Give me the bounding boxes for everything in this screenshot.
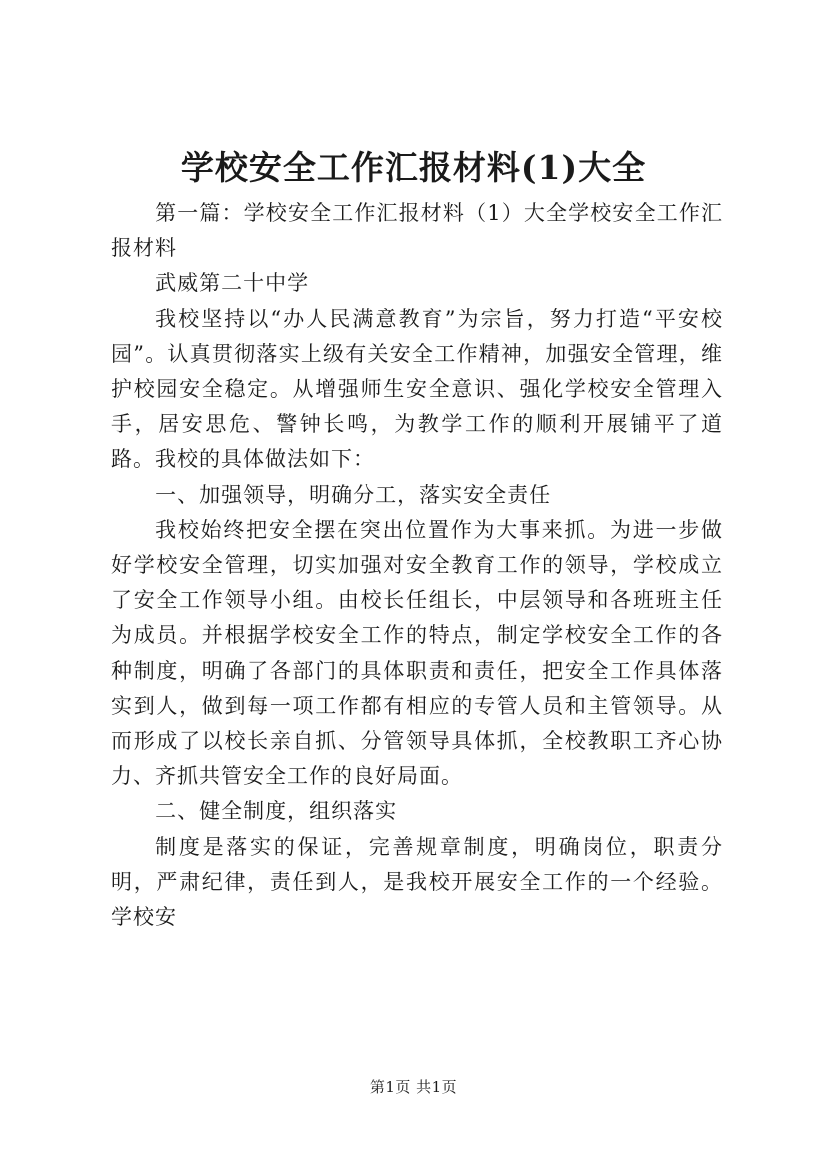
paragraph-section-1: 我校始终把安全摆在突出位置作为大事来抓。为进一步做好学校安全管理，切实加强对安全教育工作的领导，学校成立了安全工作领导小组。由校长任组长，中层领导和各班班主任为成员。并根据学校安全工作的特点，制定学校安全工作的各种制度，明确了各部门的具体职责和责任，把安全工作具体落实到人，做到每一项工作都有相应的专管人员和主管领导。从而形成了以校长亲自抓、分管领导具体抓，全校教职工齐心协力、齐抓共管安全工作的良好局面。 — [111, 517, 723, 789]
paragraph-intro: 第一篇：学校安全工作汇报材料（1）大全学校安全工作汇报材料 — [111, 201, 723, 261]
section-heading-2: 二、健全制度，组织落实 — [155, 799, 398, 824]
paragraph-school-name: 武威第二十中学 — [155, 271, 310, 296]
section-heading-1: 一、加强领导，明确分工，落实安全责任 — [155, 482, 552, 507]
document-body — [111, 196, 723, 935]
page-footer: 第1页 共1页 — [369, 1078, 458, 1096]
paragraph-overview: 我校坚持以“办人民满意教育”为宗旨，努力打造“平安校园”。认真贯彻落实上级有关安全工作精神，加强安全管理，维护校园安全稳定。从增强师生安全意识、强化学校安全管理入手，居安思危、警钟长鸣，为教学工作的顺利开展铺平了道路。我校的具体做法如下： — [111, 306, 723, 472]
document-title: 学校安全工作汇报材料(1)大全 — [180, 148, 647, 187]
paragraph-section-2: 制度是落实的保证，完善规章制度，明确岗位，职责分明，严肃纪律，责任到人，是我校开展安全工作的一个经验。学校安 — [111, 834, 723, 930]
